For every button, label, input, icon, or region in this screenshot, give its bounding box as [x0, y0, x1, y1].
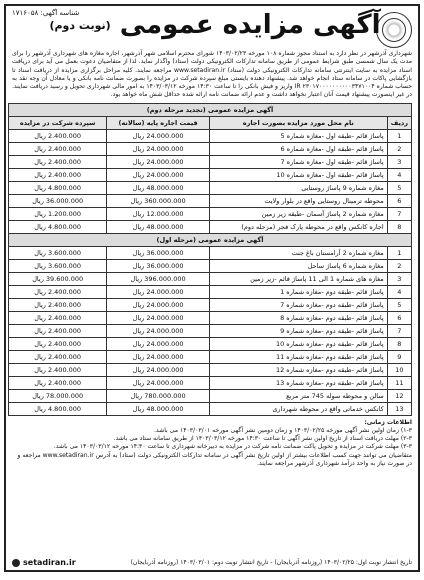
base-price: 12.000.000 ریال: [107, 207, 210, 220]
base-price: 24.000.000 ریال: [107, 324, 210, 337]
row-number: 7: [387, 324, 411, 337]
deposit-amount: 1.200.000 ریال: [9, 207, 107, 220]
deposit-amount: 2.400.000 ریال: [9, 350, 107, 363]
table-header-row: [9, 116, 412, 129]
section-2-title-row: [9, 233, 412, 246]
row-number: 4: [387, 168, 411, 181]
base-price: 24.000.000 ریال: [107, 155, 210, 168]
auction-table: [8, 103, 412, 416]
base-price: 36.000.000 ریال: [107, 246, 210, 259]
row-number: 8: [387, 220, 411, 233]
deposit-amount: 2.400.000 ریال: [9, 298, 107, 311]
deposit-amount: 2.400.000 ریال: [9, 129, 107, 142]
section-2-body: [9, 246, 412, 415]
property-name: مغازه شماره 2 پاساژ آسمان -طبقه زیر زمین: [209, 207, 387, 220]
table-row: [9, 259, 412, 272]
site-link[interactable]: [12, 558, 76, 567]
notes-header: اطلاعات زمانی:: [364, 418, 412, 426]
row-number: 3: [387, 272, 411, 285]
base-price: 24.000.000 ریال: [107, 285, 210, 298]
property-name: اجاره کانکس واقع در محوطه پارک فجر (مرحله دوم): [209, 220, 387, 233]
row-number: 7: [387, 207, 411, 220]
deposit-amount: 2.400.000 ریال: [9, 311, 107, 324]
time-notes: [12, 419, 412, 468]
note-item: ۳-۳) مهلت شرکت در مزایده و تحویل پاکت ضمانت نامه شرکت در مزایده به دبیرخانه شهرداری تا ساعت ۱۴:۳۰ مورخه ۱۴۰۳/۰۳/۱۲ می باشد.: [53, 443, 412, 451]
row-number: 4: [387, 285, 411, 298]
title-text: آگهی مزایده عمومی: [119, 10, 381, 40]
deposit-amount: 2.400.000 ریال: [9, 168, 107, 181]
note-item: ۲-۳) مهلت دریافت اسناد از تاریخ اولین نشر آگهی تا ساعت ۱۴:۳۰ مورخه ۱۴۰۳/۰۳/۱۲ از طریق سامانه ستاد می باشد.: [113, 435, 412, 443]
col-row: ردیف: [387, 116, 411, 129]
deposit-amount: 4.800.000 ریال: [9, 402, 107, 415]
site-text: setadiran.ir: [23, 558, 76, 567]
row-number: 2: [387, 259, 411, 272]
base-price: 24.000.000 ریال: [107, 337, 210, 350]
deposit-amount: 4.800.000 ریال: [9, 181, 107, 194]
base-price: 24.000.000 ریال: [107, 129, 210, 142]
table-row: [9, 168, 412, 181]
deposit-amount: 39.600.000 ریال: [9, 272, 107, 285]
col-name: نام محل مورد مزایده بصورت اجاره: [209, 116, 387, 129]
base-price: 48.000.000 ریال: [107, 402, 210, 415]
property-name: پاساژ قائم -طبقه اول -مغازه شماره 7: [209, 155, 387, 168]
row-number: 6: [387, 311, 411, 324]
setad-logo-icon: [12, 559, 20, 567]
base-price: 24.000.000 ریال: [107, 311, 210, 324]
note-item: ۱-۳) زمان اولین نشر آگهی مورخه ۱۴۰۳/۰۲/۲۵ و زمان دومین نشر آگهی مورخه ۱۴۰۳/۰۳/۰۱ می باشد.: [153, 426, 412, 434]
table-row: [9, 207, 412, 220]
table-row: [9, 155, 412, 168]
col-price: قیمت اجاره پایه (سالانه): [107, 116, 210, 129]
row-number: 2: [387, 142, 411, 155]
property-name: مغازه شماره 9 پاساژ روستایی: [209, 181, 387, 194]
property-name: پاساژ قائم -طبقه اول -مغازه شماره 6: [209, 142, 387, 155]
col-deposit: سپرده شرکت در مزایده: [9, 116, 107, 129]
property-name: مغازه شماره 2 آرامستان باغ جنت: [209, 246, 387, 259]
base-price: 24.000.000 ریال: [107, 376, 210, 389]
table-title-row: [9, 103, 412, 116]
property-name: پاساژ قائم -طبقه اول -مغازه شماره 10: [209, 168, 387, 181]
table-row: [9, 272, 412, 285]
section-1-body: [9, 129, 412, 233]
base-price: 36.000.000 ریال: [107, 259, 210, 272]
base-price: 396.000.000 ریال: [107, 272, 210, 285]
row-number: 5: [387, 181, 411, 194]
deposit-amount: 2.400.000 ریال: [9, 324, 107, 337]
table-row: [9, 194, 412, 207]
deposit-amount: 78.000.000 ریال: [9, 389, 107, 402]
deposit-amount: 3.600.000 ریال: [9, 259, 107, 272]
base-price: 48.000.000 ریال: [107, 181, 210, 194]
deposit-amount: 36.000.000 ریال: [9, 194, 107, 207]
property-name: محوطه ترمینال روستایی واقع در بلوار ولایت: [209, 194, 387, 207]
table-row: [9, 350, 412, 363]
row-number: 5: [387, 298, 411, 311]
intro-paragraph: شهرداری آذرشهر در نظر دارد به استناد مجوز شماره ۱۰۸ مورخه ۱۴۰۳/۰۲/۲۳ شورای محترم اسلامی شهر آذرشهر، اجاره مغازه های شهرداری آذرشهر را برای مدت یک سال شمسی طبق شرایط عمومی از طریق سامانه تدارکات الکترونیکی دولت (ستاد) واگذار نماید. لذا از متقاضیان دعوت بعمل می آید برای دریافت اسناد مزایده به سایت اینترنتی سامانه تدارکات الکترونیکی دولت (ستاد) www.setadiran.ir مراجعه نمایند. کلیه مراحل برگزاری مزایده از دریافت اسناد تا بازگشایی پاکات در سامانه ستاد انجام خواهد شد. پیشنهاد دهنده بایستی مبلغ سپرده شرکت در مزایده را بصورت ضمانت نامه بانکی و یا معادل آن وجه نقد به حساب شماره IR ۲۳۰۱۷۰۰۰۰۰۰۰۰۰۰۳۴۷۱۰۰۴ واریز و فیش بانکی را تا ساعت ۱۴:۳۰ مورخه ۱۴۰۳/۰۳/۱۲ به امور مالی شهرداری تحویل و رسید دریافت نمایند. در غیر اینصورت پیشنهاد قیمت آنان اعتبار نخواهد داشت و عدم ارائه ضمانت نامه ارائه شده حداقل شش ماه خواهد بود.: [12, 50, 413, 99]
property-name: پاساژ قائم -طبقه دوم -مغازه شماره 8: [209, 311, 387, 324]
turn-label: (نوبت دوم): [49, 19, 111, 32]
section-2-title: آگهی مزایده عمومی (مرحله اول): [9, 233, 412, 246]
property-name: مغازه شماره 6 پاساژ ساحل: [209, 259, 387, 272]
notice-footer: [12, 553, 412, 567]
table-row: [9, 324, 412, 337]
row-number: 1: [387, 129, 411, 142]
property-name: پاساژ قائم -طبقه اول -مغازه شماره 5: [209, 129, 387, 142]
table-row: [9, 402, 412, 415]
table-row: [9, 129, 412, 142]
table-row: [9, 376, 412, 389]
table-row: [9, 337, 412, 350]
property-name: کانکس خدماتی واقع در محوطه شهرداری: [209, 402, 387, 415]
property-name: مغازه های شماره 1 الی 11 پاساژ قائم -زیر زمین: [209, 272, 387, 285]
table-row: [9, 298, 412, 311]
property-name: پاساژ قائم -طبقه دوم -مغازه شماره 10: [209, 337, 387, 350]
table-row: [9, 285, 412, 298]
property-name: پاساژ قائم -طبقه دوم -مغازه شماره 9: [209, 324, 387, 337]
row-number: 13: [387, 402, 411, 415]
note-item: متقاضیان می توانند جهت کسب اطلاعات بیشتر از اولین تاریخ نشر آگهی در سامانه تدارکات الکترونیکی دولت (ستاد) به آدرس www.setadiran.ir مراجعه و در صورت نیاز به واحد درآمد شهرداری آذرشهر مراجعه نمایند.: [17, 451, 412, 467]
base-price: 24.000.000 ریال: [107, 168, 210, 181]
base-price: 24.000.000 ریال: [107, 350, 210, 363]
property-name: سالن و محوطه سوله 745 متر مربع: [209, 389, 387, 402]
table-row: [9, 311, 412, 324]
section-2-title-body: [9, 233, 412, 246]
table-row: [9, 246, 412, 259]
property-name: پاساژ قائم -طبقه دوم -مغازه شماره 1: [209, 285, 387, 298]
table-row: [9, 220, 412, 233]
table-row: [9, 363, 412, 376]
property-name: پاساژ قائم -طبقه دوم -مغازه شماره 7: [209, 298, 387, 311]
base-price: 24.000.000 ریال: [107, 142, 210, 155]
row-number: 10: [387, 363, 411, 376]
ad-number: شناسه آگهی: ۱۷۱۶۰۵۸: [12, 9, 80, 17]
row-number: 3: [387, 155, 411, 168]
base-price: 24.000.000 ریال: [107, 363, 210, 376]
property-name: پاساژ قائم -طبقه دوم -مغازه شماره 12: [209, 363, 387, 376]
deposit-amount: 2.400.000 ریال: [9, 337, 107, 350]
row-number: 12: [387, 389, 411, 402]
deposit-amount: 2.400.000 ریال: [9, 155, 107, 168]
property-name: پاساژ قائم -طبقه دوم -مغازه شماره 13: [209, 376, 387, 389]
auction-notice: [4, 4, 420, 572]
row-number: 9: [387, 350, 411, 363]
base-price: 24.000.000 ریال: [107, 298, 210, 311]
notice-header: [6, 6, 418, 50]
property-name: پاساژ قائم -طبقه دوم -مغازه شماره 11: [209, 350, 387, 363]
deposit-amount: 2.400.000 ریال: [9, 363, 107, 376]
row-number: 1: [387, 246, 411, 259]
deposit-amount: 2.400.000 ریال: [9, 142, 107, 155]
base-price: 780.000.000 ریال: [107, 389, 210, 402]
deposit-amount: 2.400.000 ریال: [9, 285, 107, 298]
table-title: آگهی مزایده عمومی (تجدید مرحله دوم): [9, 103, 412, 116]
table-row: [9, 181, 412, 194]
base-price: 360.000.000 ریال: [107, 194, 210, 207]
deposit-amount: 2.400.000 ریال: [9, 376, 107, 389]
table-row: [9, 142, 412, 155]
deposit-amount: 4.800.000 ریال: [9, 220, 107, 233]
row-number: 8: [387, 337, 411, 350]
base-price: 48.000.000 ریال: [107, 220, 210, 233]
row-number: 6: [387, 194, 411, 207]
row-number: 11: [387, 376, 411, 389]
table-row: [9, 389, 412, 402]
deposit-amount: 3.600.000 ریال: [9, 246, 107, 259]
publish-dates: تاریخ انتشار نوبت اول: ۱۴۰۳/۰۲/۲۵ (روزنامه آذربایجان) - تاریخ انتشار نوبت دوم: ۱۴۰۳/۰۳/۰۱ (روزنامه آذربایجان): [130, 559, 412, 566]
